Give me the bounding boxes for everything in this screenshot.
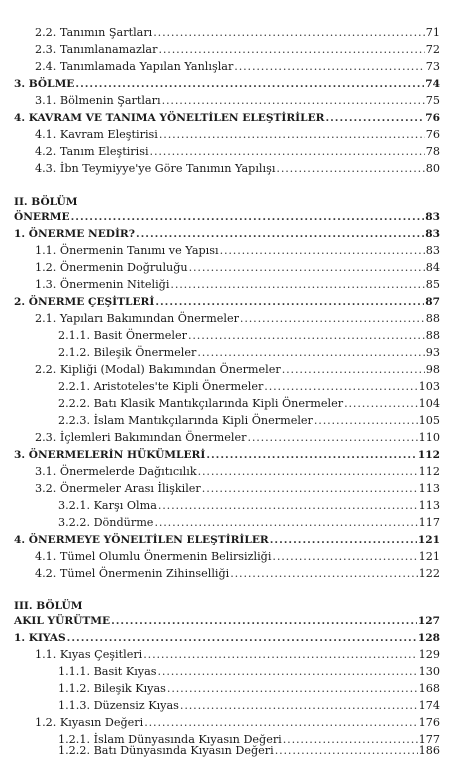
toc-leader bbox=[282, 361, 425, 379]
toc-entry-page: 87 bbox=[425, 296, 440, 308]
toc-entry-page: 110 bbox=[418, 431, 440, 444]
toc-entry-page: 76 bbox=[425, 112, 440, 124]
toc-entry-title: 3.2.1. Karşı Olma bbox=[58, 499, 157, 512]
toc-entry-title: 2.1.2. Bileşik Önermeler bbox=[58, 346, 197, 359]
toc-entry-title: 2.2.3. İslam Mantıkçılarında Kipli Önermeler bbox=[58, 414, 313, 427]
toc-entry-page: 117 bbox=[418, 516, 440, 529]
toc-entry-title: 3.1. Önermelerde Dağıtıcılık bbox=[35, 465, 197, 478]
toc-entry-page: 177 bbox=[418, 733, 440, 746]
toc-entry bbox=[35, 310, 440, 328]
toc-entry-page: 74 bbox=[425, 78, 440, 90]
toc-entry-title: 2.2. Kipliği (Modal) Bakımından Önermeler bbox=[35, 363, 281, 376]
toc-leader bbox=[234, 58, 424, 76]
toc-entry bbox=[14, 446, 440, 464]
toc-entry-title: 4. ÖNERMEYE YÖNELTİLEN ELEŞTİRİLER bbox=[14, 534, 269, 546]
toc-entry bbox=[58, 697, 440, 715]
toc-entry bbox=[35, 41, 440, 59]
toc-entry-title: ÖNERME bbox=[14, 211, 70, 223]
toc-entry-title: AKIL YÜRÜTME bbox=[14, 615, 111, 627]
toc-entry-title: 4.2. Tanım Eleştirisi bbox=[35, 145, 149, 158]
toc-leader bbox=[197, 344, 424, 362]
toc-entry-page: 103 bbox=[418, 380, 440, 393]
toc-entry bbox=[14, 75, 440, 93]
toc-entry bbox=[14, 531, 440, 549]
toc-entry-title: 3.2.2. Döndürme bbox=[58, 516, 154, 529]
toc-leader bbox=[71, 208, 425, 226]
toc-leader bbox=[159, 126, 425, 144]
toc-leader bbox=[189, 259, 425, 277]
toc-entry bbox=[35, 92, 440, 110]
toc-entry-page: 88 bbox=[425, 329, 440, 342]
toc-entry-page: 93 bbox=[425, 346, 440, 359]
toc-leader bbox=[202, 480, 418, 498]
toc-leader bbox=[270, 531, 417, 549]
toc-entry-title: 2.1.1. Basit Önermeler bbox=[58, 329, 187, 342]
toc-entry-title: 2.2. Tanımın Şartları bbox=[35, 26, 153, 39]
toc-entry-page: 75 bbox=[425, 94, 440, 107]
toc-entry-title: 1. ÖNERME NEDİR? bbox=[14, 228, 135, 240]
toc-entry-page: 112 bbox=[417, 449, 440, 461]
toc-entry-title: 2.1. Yapıları Bakımından Önermeler bbox=[35, 312, 239, 325]
toc-entry-title: 4.1. Tümel Olumlu Önermenin Belirsizliği bbox=[35, 550, 272, 563]
toc-leader bbox=[158, 663, 418, 681]
toc-entry-page: 127 bbox=[417, 615, 440, 627]
toc-entry-page: 186 bbox=[418, 744, 440, 757]
toc-entry-title: 1.1.1. Basit Kıyas bbox=[58, 665, 157, 678]
toc-entry bbox=[35, 242, 440, 260]
toc-entry-page: 129 bbox=[418, 648, 440, 661]
toc-leader bbox=[272, 548, 417, 566]
toc-entry bbox=[35, 259, 440, 277]
toc-entry bbox=[58, 344, 440, 362]
toc-leader bbox=[325, 109, 424, 127]
toc-entry-page: 176 bbox=[418, 716, 440, 729]
toc-entry bbox=[58, 742, 440, 760]
toc-leader bbox=[344, 395, 418, 413]
toc-entry bbox=[35, 714, 440, 732]
toc-entry-page: 83 bbox=[425, 228, 440, 240]
toc-entry bbox=[35, 429, 440, 447]
toc-leader bbox=[275, 742, 418, 760]
toc-entry-title: 1.2.1. İslam Dünyasında Kıyasın Değeri bbox=[58, 733, 282, 746]
toc-entry-title: 1.2. Önermenin Doğruluğu bbox=[35, 261, 188, 274]
toc-entry bbox=[58, 680, 440, 698]
toc-entry bbox=[58, 412, 440, 430]
toc-leader bbox=[111, 612, 417, 630]
toc-leader bbox=[154, 514, 417, 532]
toc-leader bbox=[276, 160, 424, 178]
toc-entry-page: 72 bbox=[425, 43, 440, 56]
toc-entry bbox=[35, 480, 440, 498]
toc-entry bbox=[35, 565, 440, 583]
toc-entry bbox=[35, 276, 440, 294]
toc-entry-page: 88 bbox=[425, 312, 440, 325]
toc-leader bbox=[158, 41, 424, 59]
toc-entry bbox=[35, 463, 440, 481]
toc-entry bbox=[14, 225, 440, 243]
toc-entry-title: 1.1. Kıyas Çeşitleri bbox=[35, 648, 143, 661]
toc-entry bbox=[35, 24, 440, 42]
toc-leader bbox=[144, 714, 417, 732]
toc-entry-title: 1.3. Önermenin Niteliği bbox=[35, 278, 170, 291]
toc-entry-page: 83 bbox=[425, 244, 440, 257]
toc-entry-page: 98 bbox=[425, 363, 440, 376]
toc-entry-title: 2. ÖNERME ÇEŞİTLERİ bbox=[14, 296, 155, 308]
toc-entry-page: 121 bbox=[418, 550, 440, 563]
toc-entry-title: 2.3. İçlemleri Bakımından Önermeler bbox=[35, 431, 247, 444]
toc-entry bbox=[14, 293, 440, 311]
toc-entry-title: 2.3. Tanımlanamazlar bbox=[35, 43, 158, 56]
toc-leader bbox=[153, 24, 425, 42]
toc-entry-page: 80 bbox=[425, 162, 440, 175]
toc-entry-page: 105 bbox=[418, 414, 440, 427]
toc-entry-title: 2.2.2. Batı Klasik Mantıkçılarında Kipli Önermeler bbox=[58, 397, 344, 410]
toc-entry-title: 3. BÖLME bbox=[14, 78, 75, 90]
toc-entry bbox=[35, 361, 440, 379]
toc-entry bbox=[35, 143, 440, 161]
toc-entry-page: 168 bbox=[418, 682, 440, 695]
toc-entry-page: 174 bbox=[418, 699, 440, 712]
toc-entry bbox=[58, 497, 440, 515]
toc-entry-page: 130 bbox=[418, 665, 440, 678]
toc-leader bbox=[240, 310, 425, 328]
toc-leader bbox=[247, 429, 417, 447]
toc-leader bbox=[170, 276, 424, 294]
toc-leader bbox=[143, 646, 417, 664]
toc-entry bbox=[14, 109, 440, 127]
toc-entry-title: 2.4. Tanımlamada Yapılan Yanlışlar bbox=[35, 60, 234, 73]
toc-leader bbox=[314, 412, 418, 430]
toc-entry-title: 1.1. Önermenin Tanımı ve Yapısı bbox=[35, 244, 219, 257]
toc-leader bbox=[264, 378, 417, 396]
toc-entry bbox=[14, 612, 440, 630]
toc-entry bbox=[58, 395, 440, 413]
section-heading: III. BÖLÜM bbox=[14, 600, 83, 612]
toc-entry-page: 121 bbox=[417, 534, 440, 546]
toc-entry bbox=[35, 548, 440, 566]
toc-entry-page: 83 bbox=[425, 211, 440, 223]
toc-entry bbox=[14, 629, 440, 647]
toc-entry-title: 4.3. İbn Teymiyye'ye Göre Tanımın Yapılışı bbox=[35, 162, 276, 175]
toc-entry-title: 1.2.2. Batı Dünyasında Kıyasın Değeri bbox=[58, 744, 274, 757]
toc-entry-page: 128 bbox=[417, 632, 440, 644]
toc-entry-page: 85 bbox=[425, 278, 440, 291]
toc-entry-title: 3.2. Önermeler Arası İlişkiler bbox=[35, 482, 201, 495]
toc-entry-page: 112 bbox=[418, 465, 440, 478]
toc-leader bbox=[167, 680, 418, 698]
toc-entry bbox=[58, 514, 440, 532]
toc-entry-title: 1. KIYAS bbox=[14, 632, 66, 644]
toc-entry bbox=[14, 208, 440, 226]
toc-leader bbox=[158, 497, 418, 515]
toc-entry-page: 113 bbox=[418, 499, 440, 512]
toc-entry-page: 78 bbox=[425, 145, 440, 158]
toc-leader bbox=[155, 293, 424, 311]
toc-leader bbox=[136, 225, 424, 243]
toc-entry bbox=[35, 126, 440, 144]
toc-entry-page: 76 bbox=[425, 128, 440, 141]
toc-entry bbox=[58, 327, 440, 345]
toc-entry-title: 1.1.3. Düzensiz Kıyas bbox=[58, 699, 179, 712]
section-heading: II. BÖLÜM bbox=[14, 196, 78, 208]
toc-entry-page: 84 bbox=[425, 261, 440, 274]
toc-leader bbox=[150, 143, 425, 161]
toc-entry-title: 1.1.2. Bileşik Kıyas bbox=[58, 682, 166, 695]
toc-entry-page: 122 bbox=[418, 567, 440, 580]
toc-entry bbox=[58, 663, 440, 681]
toc-entry-page: 113 bbox=[418, 482, 440, 495]
toc-entry-page: 71 bbox=[425, 26, 440, 39]
toc-entry-title: 4.2. Tümel Önermenin Zihinselliği bbox=[35, 567, 230, 580]
toc-entry bbox=[35, 160, 440, 178]
toc-leader bbox=[230, 565, 417, 583]
toc-entry bbox=[58, 378, 440, 396]
toc-entry-title: 1.2. Kıyasın Değeri bbox=[35, 716, 144, 729]
toc-entry-title: 3. ÖNERMELERİN HÜKÜMLERİ bbox=[14, 449, 206, 461]
toc-entry-title: 4.1. Kavram Eleştirisi bbox=[35, 128, 158, 141]
toc-leader bbox=[206, 446, 417, 464]
toc-leader bbox=[220, 242, 425, 260]
toc-entry-page: 104 bbox=[418, 397, 440, 410]
toc-entry bbox=[35, 646, 440, 664]
toc-leader bbox=[67, 629, 417, 647]
toc-entry-title: 4. KAVRAM VE TANIMA YÖNELTİLEN ELEŞTİRİLER bbox=[14, 112, 325, 124]
toc-leader bbox=[188, 327, 425, 345]
toc-entry-title: 2.2.1. Aristoteles'te Kipli Önermeler bbox=[58, 380, 264, 393]
toc-leader bbox=[198, 463, 418, 481]
toc-entry bbox=[35, 58, 440, 76]
toc-leader bbox=[75, 75, 424, 93]
toc-leader bbox=[162, 92, 425, 110]
toc-leader bbox=[180, 697, 418, 715]
toc-entry-title: 3.1. Bölmenin Şartları bbox=[35, 94, 161, 107]
toc-entry-page: 73 bbox=[425, 60, 440, 73]
